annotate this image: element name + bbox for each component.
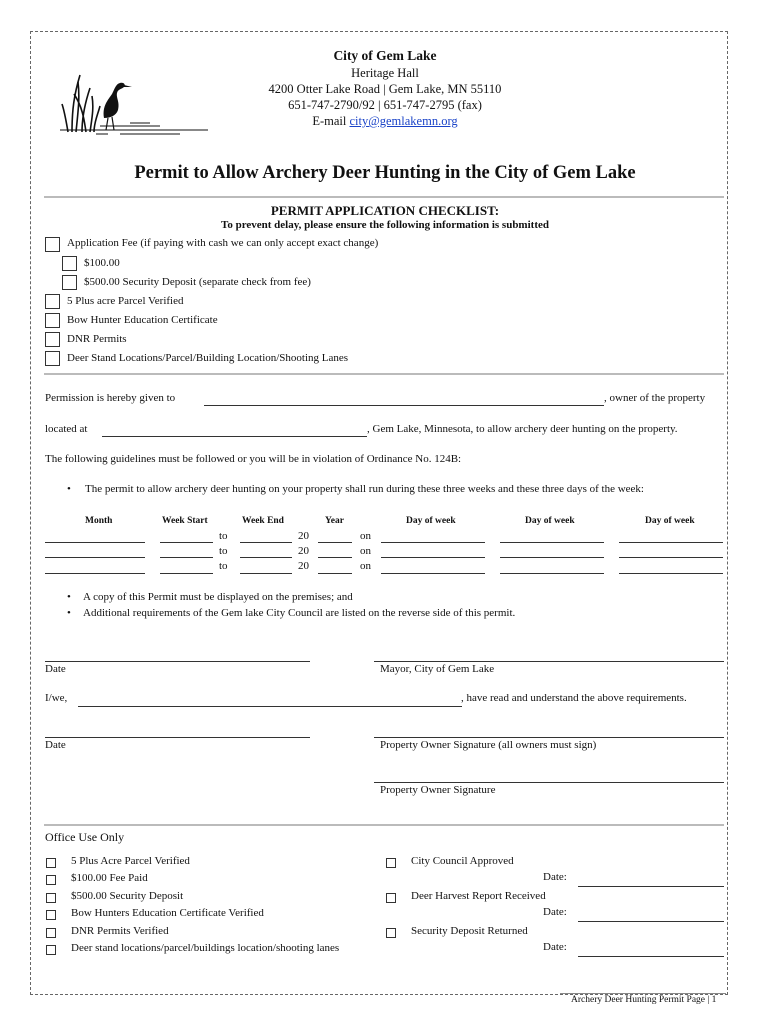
checklist-subheading: To prevent delay, please ensure the following information is submitted <box>221 219 549 231</box>
bullet-dot: • <box>67 607 71 619</box>
year-prefix: 20 <box>298 545 309 557</box>
office-item: Bow Hunters Education Certificate Verified <box>71 907 264 919</box>
checklist-item: 5 Plus acre Parcel Verified <box>67 295 184 307</box>
email-label: E-mail <box>312 114 347 128</box>
on-label: on <box>360 530 371 542</box>
date-label: Date: <box>543 871 567 883</box>
day-of-week-field[interactable] <box>619 573 723 574</box>
owner-signature-label-2: Property Owner Signature <box>380 784 496 796</box>
owner-signature-field-2[interactable] <box>374 782 724 783</box>
checklist-heading: PERMIT APPLICATION CHECKLIST: <box>270 203 500 218</box>
office-item: 5 Plus Acre Parcel Verified <box>71 855 190 867</box>
date-label: Date <box>45 739 66 751</box>
week-end-field[interactable] <box>240 542 292 543</box>
checkbox-application-fee[interactable] <box>45 237 60 252</box>
owner-signature-label: Property Owner Signature (all owners must sign) <box>380 739 597 751</box>
office-checkbox[interactable] <box>46 893 56 903</box>
grantee-name-field[interactable] <box>204 405 604 406</box>
checklist-item: $500.00 Security Deposit (separate check from fee) <box>84 276 311 288</box>
address: 4200 Otter Lake Road | Gem Lake, MN 55110 <box>268 82 502 96</box>
permission-label: Permission is hereby given to <box>45 392 176 404</box>
council-approved-date-field[interactable] <box>578 886 724 887</box>
column-header: Day of week <box>525 516 575 526</box>
checkbox-deer-stand-locations[interactable] <box>45 351 60 366</box>
mayor-label: Mayor, City of Gem Lake <box>380 663 495 675</box>
divider <box>44 196 724 198</box>
guidelines-text: The following guidelines must be followed or you will be in violation of Ordinance No. 124B: <box>45 453 462 465</box>
to-label: to <box>219 530 228 542</box>
harvest-report-date-field[interactable] <box>578 921 724 922</box>
checklist-item: $100.00 <box>84 257 120 269</box>
day-of-week-field[interactable] <box>500 557 604 558</box>
week-start-field[interactable] <box>160 557 213 558</box>
day-of-week-field[interactable] <box>619 557 723 558</box>
on-label: on <box>360 560 371 572</box>
date-label: Date: <box>543 941 567 953</box>
page-title: Permit to Allow Archery Deer Hunting in the City of Gem Lake <box>134 163 636 183</box>
day-of-week-field[interactable] <box>381 557 485 558</box>
owner-signature-field[interactable] <box>374 737 724 738</box>
city-name: City of Gem Lake <box>333 48 437 63</box>
office-checkbox[interactable] <box>46 928 56 938</box>
footer-rule <box>560 993 726 994</box>
year-prefix: 20 <box>298 560 309 572</box>
to-label: to <box>219 560 228 572</box>
day-of-week-field[interactable] <box>381 573 485 574</box>
column-header: Day of week <box>645 516 695 526</box>
divider <box>44 824 724 826</box>
checklist-item: DNR Permits <box>67 333 127 345</box>
bullet-dot: • <box>67 591 71 603</box>
month-field[interactable] <box>45 573 145 574</box>
location-suffix: , Gem Lake, Minnesota, to allow archery deer hunting on the property. <box>367 423 678 435</box>
column-header: Week Start <box>162 516 208 526</box>
iwe-suffix: , have read and understand the above requirements. <box>461 692 687 704</box>
column-header: Week End <box>242 516 284 526</box>
office-checkbox[interactable] <box>46 858 56 868</box>
property-location-field[interactable] <box>102 436 367 437</box>
column-header: Year <box>325 516 344 526</box>
bullet-dot: • <box>67 483 71 495</box>
day-of-week-field[interactable] <box>500 573 604 574</box>
year-field[interactable] <box>318 542 352 543</box>
day-of-week-field[interactable] <box>500 542 604 543</box>
bullet-text: A copy of this Permit must be displayed on the premises; and <box>83 591 353 603</box>
column-header: Month <box>85 516 113 526</box>
iwe-names-field[interactable] <box>78 706 462 707</box>
divider <box>44 373 724 375</box>
office-item: City Council Approved <box>411 855 514 867</box>
office-item: $100.00 Fee Paid <box>71 872 148 884</box>
office-use-heading: Office Use Only <box>45 830 125 844</box>
checkbox-security-deposit[interactable] <box>62 275 77 290</box>
day-of-week-field[interactable] <box>381 542 485 543</box>
week-end-field[interactable] <box>240 573 292 574</box>
location-label: located at <box>45 423 88 435</box>
on-label: on <box>360 545 371 557</box>
office-checkbox[interactable] <box>386 893 396 903</box>
to-label: to <box>219 545 228 557</box>
checkbox-fee-100[interactable] <box>62 256 77 271</box>
office-checkbox[interactable] <box>386 858 396 868</box>
phone: 651-747-2790/92 | 651-747-2795 (fax) <box>288 98 482 112</box>
day-of-week-field[interactable] <box>619 542 723 543</box>
office-checkbox[interactable] <box>46 875 56 885</box>
year-field[interactable] <box>318 557 352 558</box>
page-footer: Archery Deer Hunting Permit Page | 1 <box>571 995 717 1005</box>
bullet-text: Additional requirements of the Gem lake City Council are listed on the reverse side of this permit. <box>83 607 516 619</box>
office-item: $500.00 Security Deposit <box>71 890 184 902</box>
date-field-1[interactable] <box>45 661 310 662</box>
email-line <box>0 113 770 129</box>
week-end-field[interactable] <box>240 557 292 558</box>
deposit-returned-date-field[interactable] <box>578 956 724 957</box>
office-checkbox[interactable] <box>46 945 56 955</box>
bullet-text: The permit to allow archery deer hunting on your property shall run during these three weeks and these three days of the week: <box>85 483 644 495</box>
date-label: Date <box>45 663 66 675</box>
week-start-field[interactable] <box>160 573 213 574</box>
email-link[interactable]: city@gemlakemn.org <box>349 114 458 128</box>
office-item: Deer Harvest Report Received <box>411 890 546 902</box>
week-start-field[interactable] <box>160 542 213 543</box>
column-header: Day of week <box>406 516 456 526</box>
checklist-item: Deer Stand Locations/Parcel/Building Location/Shooting Lanes <box>67 352 349 364</box>
checkbox-parcel-verified[interactable] <box>45 294 60 309</box>
office-checkbox[interactable] <box>386 928 396 938</box>
checklist-item: Application Fee (if paying with cash we can only accept exact change) <box>67 237 379 249</box>
year-field[interactable] <box>318 573 352 574</box>
office-item: Security Deposit Returned <box>411 925 528 937</box>
checklist-item: Bow Hunter Education Certificate <box>67 314 218 326</box>
checkbox-bow-hunter-cert[interactable] <box>45 313 60 328</box>
iwe-label: I/we, <box>45 692 68 704</box>
office-item: Deer stand locations/parcel/buildings location/shooting lanes <box>71 942 340 954</box>
permission-suffix: , owner of the property <box>604 392 706 404</box>
month-field[interactable] <box>45 542 145 543</box>
year-prefix: 20 <box>298 530 309 542</box>
month-field[interactable] <box>45 557 145 558</box>
date-field-2[interactable] <box>45 737 310 738</box>
checkbox-dnr-permits[interactable] <box>45 332 60 347</box>
mayor-signature-field[interactable] <box>374 661 724 662</box>
office-checkbox[interactable] <box>46 910 56 920</box>
date-label: Date: <box>543 906 567 918</box>
hall-name: Heritage Hall <box>351 66 419 80</box>
office-item: DNR Permits Verified <box>71 925 169 937</box>
